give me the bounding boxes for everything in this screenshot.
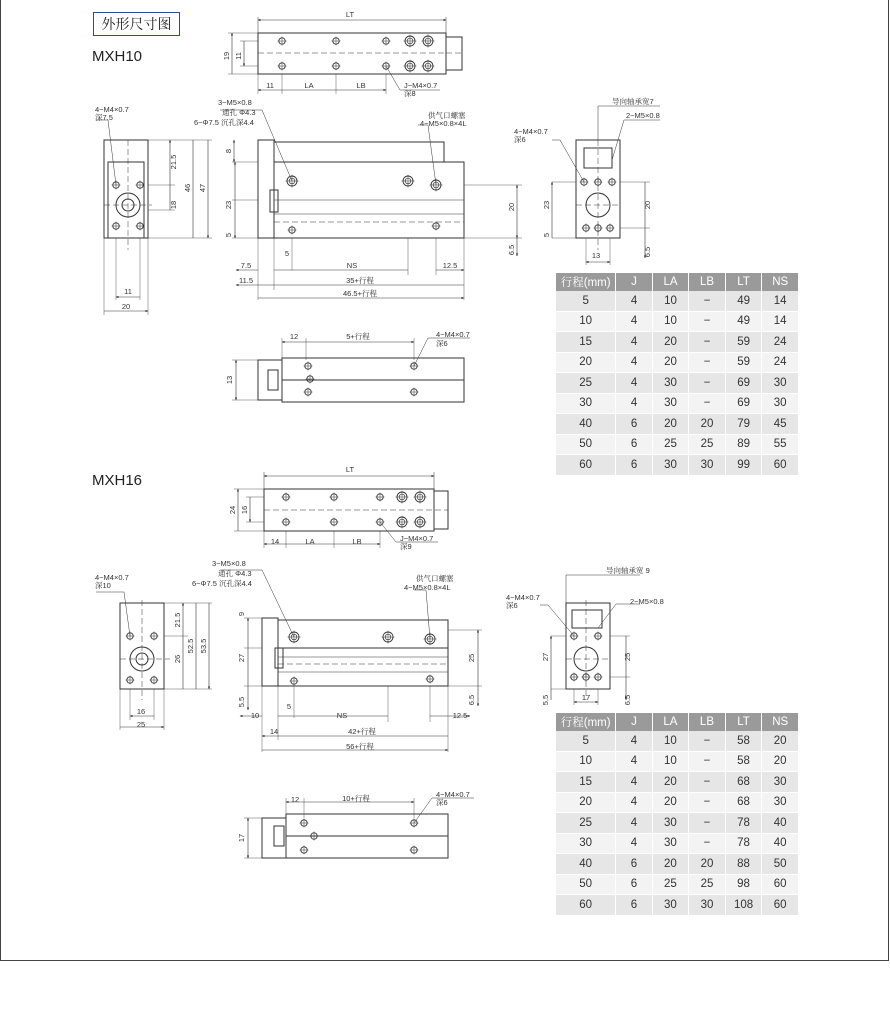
table-cell: 15 [556, 332, 616, 353]
table-cell: 25 [689, 434, 726, 455]
table-header-cell: LB [689, 713, 726, 731]
table-cell: 14 [762, 311, 798, 332]
mxh16-stroke56-label: 56+行程 [346, 742, 374, 751]
mxh10-r-dim-6-5: 6.5 [643, 246, 652, 258]
table-cell: 78 [725, 813, 762, 834]
mxh10-dim-21-5: 21.5 [169, 154, 178, 170]
mxh16-ns-label: NS [336, 711, 348, 720]
table-cell: 4 [616, 833, 652, 854]
table-cell: 25 [689, 874, 726, 895]
mxh10-m4-side-label: 4−M4×0.7 [514, 127, 548, 136]
table-header-cell: 行程(mm) [556, 273, 616, 291]
mxh10-m4-top-label: 4−M4×0.7 [95, 105, 129, 114]
mxh16-deep10-label: 深10 [95, 581, 111, 590]
table-cell: 5 [556, 291, 616, 311]
mxh16-dim-6-5: 6.5 [467, 694, 476, 706]
mxh10-right-view [552, 106, 660, 265]
table-cell: 49 [725, 311, 762, 332]
table-row [556, 874, 798, 895]
table-cell: 30 [689, 455, 726, 476]
mxh10-m4-bot-label: 4−M4×0.7 [436, 330, 470, 339]
mxh16-m4-bot-label: 4−M4×0.7 [436, 790, 470, 799]
table-cell: 4 [616, 792, 652, 813]
table-cell: − [689, 792, 726, 813]
table-row [556, 772, 798, 793]
table-cell: 10 [556, 751, 616, 772]
table-header-row [556, 713, 798, 731]
table-cell: 45 [762, 414, 798, 435]
table-header-row [556, 273, 798, 291]
mxh10-left-view [96, 120, 212, 315]
mxh10-ns-label: NS [346, 261, 358, 270]
mxh16-dim-14b: 14 [269, 727, 279, 736]
table-row [556, 833, 798, 854]
mxh16-dim-52-5: 52.5 [186, 638, 195, 654]
mxh16-lt-label: LT [345, 465, 355, 474]
mxh10-dim-8: 8 [224, 148, 233, 154]
table-cell: 4 [616, 731, 652, 751]
mxh16-r-dim-17: 17 [581, 693, 591, 702]
mxh16-dim-25: 25 [467, 653, 476, 663]
table-cell: − [689, 772, 726, 793]
table-cell: − [689, 731, 726, 751]
page-title: 外形尺寸图 [93, 12, 180, 36]
table-cell: 50 [556, 874, 616, 895]
table-header-cell: NS [762, 713, 798, 731]
table-cell: 30 [652, 373, 689, 394]
table-cell: 4 [616, 291, 652, 311]
mxh10-m5-4-label: 4−M5×0.8×4L [420, 119, 467, 128]
mxh10-dim-47: 47 [198, 183, 207, 193]
mxh16-stroke10-label: 10+行程 [342, 794, 370, 803]
table-cell: 6 [616, 874, 652, 895]
mxh16-lb-label: LB [352, 537, 362, 546]
table-cell: 20 [556, 352, 616, 373]
table-cell: 4 [616, 352, 652, 373]
model-title-mxh10: MXH10 [92, 48, 143, 65]
mxh10-dim-19: 19 [222, 51, 231, 61]
mxh16-dim-5-5: 5.5 [237, 696, 246, 708]
mxh10-dim-23: 23 [224, 200, 233, 210]
mxh16-deep6b-label: 深6 [436, 798, 448, 807]
table-cell: 30 [556, 833, 616, 854]
table-cell: 58 [725, 751, 762, 772]
mxh10-r-dim-20: 20 [643, 200, 652, 210]
table-cell: − [689, 393, 726, 414]
mxh10-r-dim-23: 23 [542, 200, 551, 210]
table-row [556, 895, 798, 916]
table-cell: 4 [616, 772, 652, 793]
table-cell: 30 [652, 895, 689, 916]
table-cell: 30 [762, 373, 798, 394]
table-cell: − [689, 751, 726, 772]
table-cell: 89 [725, 434, 762, 455]
mxh16-m4-top-label: 4−M4×0.7 [95, 573, 129, 582]
table-row [556, 792, 798, 813]
mxh16-dim-26: 26 [173, 654, 182, 664]
mxh16-jm4-label: J−M4×0.7 [400, 534, 434, 543]
mxh10-lt-label: LT [345, 10, 355, 19]
table-cell: 40 [762, 813, 798, 834]
table-cell: 20 [652, 352, 689, 373]
table-cell: 60 [762, 895, 798, 916]
table-cell: 4 [616, 813, 652, 834]
mxh16-dim-24: 24 [228, 505, 237, 515]
table-cell: 108 [725, 895, 762, 916]
mxh16-dim-53-5: 53.5 [199, 638, 208, 654]
mxh10-spec-table [556, 273, 798, 476]
table-row [556, 311, 798, 332]
table-cell: 4 [616, 332, 652, 353]
mxh16-dim-10: 10 [250, 711, 260, 720]
table-cell: 68 [725, 792, 762, 813]
mxh16-b-dim-17: 17 [237, 833, 246, 843]
mxh10-jm4-label: J−M4×0.7 [404, 81, 438, 90]
mxh10-deep6b-label: 深6 [436, 339, 448, 348]
table-cell: 30 [762, 772, 798, 793]
mxh10-m5-3-label: 3−M5×0.8 [218, 98, 252, 107]
table-cell: 4 [616, 751, 652, 772]
mxh10-dim-5: 5 [224, 232, 233, 238]
table-cell: 30 [556, 393, 616, 414]
table-cell: 4 [616, 311, 652, 332]
mxh10-la-label: LA [304, 81, 314, 90]
table-cell: 6 [616, 434, 652, 455]
table-cell: 10 [652, 291, 689, 311]
table-cell: 25 [556, 813, 616, 834]
table-header-cell: LB [689, 273, 726, 291]
table-cell: 79 [725, 414, 762, 435]
table-cell: 60 [762, 874, 798, 895]
mxh16-dim-9: 9 [237, 611, 246, 617]
mxh10-r-dim-5: 5 [542, 232, 551, 238]
mxh16-m4-side-label: 4−M4×0.7 [506, 593, 540, 602]
mxh16-b-dim-12: 12 [290, 795, 300, 804]
mxh16-bottom-view [244, 798, 474, 858]
table-cell: 4 [616, 373, 652, 394]
table-header-cell: J [616, 713, 652, 731]
table-row [556, 352, 798, 373]
table-row [556, 434, 798, 455]
table-cell: 59 [725, 352, 762, 373]
mxh10-stroke5-label: 5+行程 [346, 332, 370, 341]
table-cell: 30 [762, 792, 798, 813]
mxh10-b-dim-13: 13 [225, 375, 234, 385]
mxh10-m5-2-label: 2−M5×0.8 [626, 111, 660, 120]
mxh16-r-dim-6-5: 6.5 [623, 694, 632, 706]
table-cell: 40 [556, 854, 616, 875]
table-cell: 88 [725, 854, 762, 875]
mxh10-dim-11-5: 11.5 [238, 276, 254, 285]
mxh16-dim-14: 14 [270, 537, 280, 546]
mxh10-dim-46: 46 [183, 183, 192, 193]
table-cell: 20 [762, 731, 798, 751]
table-cell: 6 [616, 854, 652, 875]
table-header-cell: J [616, 273, 652, 291]
mxh16-dim-12-5: 12.5 [452, 711, 468, 720]
table-cell: 14 [762, 291, 798, 311]
table-cell: 24 [762, 332, 798, 353]
table-cell: 6 [616, 455, 652, 476]
table-cell: 20 [689, 414, 726, 435]
table-header-cell: LT [725, 713, 762, 731]
mxh16-spec-table [556, 713, 798, 916]
table-cell: 69 [725, 373, 762, 394]
table-cell: 58 [725, 731, 762, 751]
table-header-cell: 行程(mm) [556, 713, 616, 731]
mxh10-dim-11w: 11 [124, 287, 132, 296]
table-cell: 25 [652, 874, 689, 895]
mxh16-dim-21-5: 21.5 [173, 612, 182, 628]
mxh10-stroke35-label: 35+行程 [346, 276, 374, 285]
table-header-cell: LT [725, 273, 762, 291]
mxh16-dim-27: 27 [237, 653, 246, 663]
mxh16-dim-16w: 16 [136, 707, 146, 716]
table-row [556, 813, 798, 834]
table-cell: 20 [652, 772, 689, 793]
mxh10-b-dim-12: 12 [289, 332, 299, 341]
table-cell: 50 [556, 434, 616, 455]
table-row [556, 414, 798, 435]
mxh10-deep8-label: 深8 [404, 89, 416, 98]
mxh10-plug-label: 供气口螺塞 [428, 111, 466, 120]
mxh16-la-label: LA [305, 537, 315, 546]
table-row [556, 332, 798, 353]
mxh10-dim-7-5: 7.5 [240, 261, 252, 270]
table-cell: − [689, 352, 726, 373]
table-cell: − [689, 373, 726, 394]
mxh16-stroke42-label: 42+行程 [348, 727, 376, 736]
table-cell: 10 [556, 311, 616, 332]
mxh16-through-label: 通孔 Φ4.3 [218, 569, 252, 578]
table-header-cell: NS [762, 273, 798, 291]
table-cell: 30 [762, 393, 798, 414]
mxh16-dim-16: 16 [240, 505, 249, 515]
mxh16-m5-2-label: 2−M5×0.8 [630, 597, 664, 606]
table-cell: 25 [556, 373, 616, 394]
table-cell: 50 [762, 854, 798, 875]
table-cell: 15 [556, 772, 616, 793]
mxh16-dim-5: 5 [286, 702, 292, 711]
table-cell: 20 [652, 414, 689, 435]
table-row [556, 731, 798, 751]
mxh10-deep7-5-label: 深7.5 [95, 113, 113, 122]
table-row [556, 751, 798, 772]
table-cell: − [689, 311, 726, 332]
table-cell: 68 [725, 772, 762, 793]
mxh16-guide-label: 导向轴承宽 9 [606, 566, 650, 575]
mxh16-dim-25w: 25 [136, 720, 146, 729]
mxh10-dim-11b: 11 [266, 81, 274, 90]
table-cell: 40 [762, 833, 798, 854]
table-cell: − [689, 813, 726, 834]
mxh16-m5-4-label: 4−M5×0.8×4L [404, 583, 451, 592]
mxh10-lb-label: LB [356, 81, 366, 90]
table-header-cell: LA [652, 273, 689, 291]
mxh10-dim-20w: 20 [121, 302, 131, 311]
table-cell: 20 [652, 332, 689, 353]
table-header-cell: LA [652, 713, 689, 731]
mxh16-r-dim-5-5: 5.5 [541, 694, 550, 706]
table-cell: 59 [725, 332, 762, 353]
table-cell: − [689, 332, 726, 353]
table-cell: 5 [556, 731, 616, 751]
table-row [556, 393, 798, 414]
mxh10-dim-12-5: 12.5 [442, 261, 458, 270]
table-cell: 98 [725, 874, 762, 895]
table-row [556, 373, 798, 394]
table-cell: 10 [652, 731, 689, 751]
table-cell: 49 [725, 291, 762, 311]
table-cell: 30 [689, 895, 726, 916]
table-cell: 20 [762, 751, 798, 772]
table-cell: 20 [556, 792, 616, 813]
table-cell: 30 [652, 455, 689, 476]
table-cell: 30 [652, 813, 689, 834]
mxh16-right-view [540, 575, 640, 705]
table-row [556, 291, 798, 311]
mxh10-front-view [220, 110, 522, 300]
mxh10-guide-label: 导向轴承宽7 [612, 97, 654, 106]
mxh10-r-dim-13: 13 [591, 251, 601, 260]
table-cell: 20 [689, 854, 726, 875]
table-cell: 4 [616, 393, 652, 414]
mxh16-m5-3-label: 3−M5×0.8 [212, 559, 246, 568]
mxh10-stroke46-label: 46.5+行程 [343, 289, 377, 298]
mxh10-bottom-view [232, 338, 470, 402]
mxh10-deep6-label: 深6 [514, 135, 526, 144]
table-cell: 20 [652, 792, 689, 813]
table-cell: 40 [556, 414, 616, 435]
mxh16-plug-label: 供气口螺塞 [416, 574, 454, 583]
mxh10-dim-5b: 5 [284, 249, 290, 258]
table-cell: − [689, 291, 726, 311]
table-row [556, 854, 798, 875]
table-cell: 10 [652, 751, 689, 772]
table-cell: 25 [652, 434, 689, 455]
mxh16-left-view [96, 592, 212, 730]
mxh10-cbore-label: 6−Φ7.5 沉孔深4.4 [194, 118, 254, 127]
mxh16-deep9-label: 深9 [400, 542, 412, 551]
table-cell: 20 [652, 854, 689, 875]
table-cell: 60 [762, 455, 798, 476]
table-cell: − [689, 833, 726, 854]
table-cell: 24 [762, 352, 798, 373]
mxh10-dim-18: 18 [169, 200, 178, 210]
table-cell: 99 [725, 455, 762, 476]
mxh16-r-dim-25: 25 [623, 652, 632, 662]
table-cell: 6 [616, 895, 652, 916]
table-cell: 30 [652, 833, 689, 854]
table-cell: 6 [616, 414, 652, 435]
table-row [556, 455, 798, 476]
mxh16-front-view [220, 570, 482, 752]
mxh10-through-label: 通孔 Φ4.3 [222, 108, 256, 117]
mxh16-deep6-label: 深6 [506, 601, 518, 610]
table-cell: 30 [652, 393, 689, 414]
table-cell: 55 [762, 434, 798, 455]
model-title-mxh16: MXH16 [92, 472, 143, 489]
mxh16-r-dim-27: 27 [541, 652, 550, 662]
mxh10-dim-11: 11 [234, 52, 243, 60]
table-cell: 60 [556, 455, 616, 476]
mxh10-dim-20: 20 [507, 202, 516, 212]
mxh16-cbore-label: 6−Φ7.5 沉孔深4.4 [192, 579, 252, 588]
table-cell: 10 [652, 311, 689, 332]
table-cell: 78 [725, 833, 762, 854]
table-cell: 60 [556, 895, 616, 916]
mxh10-dim-6-5: 6.5 [507, 244, 516, 256]
table-cell: 69 [725, 393, 762, 414]
